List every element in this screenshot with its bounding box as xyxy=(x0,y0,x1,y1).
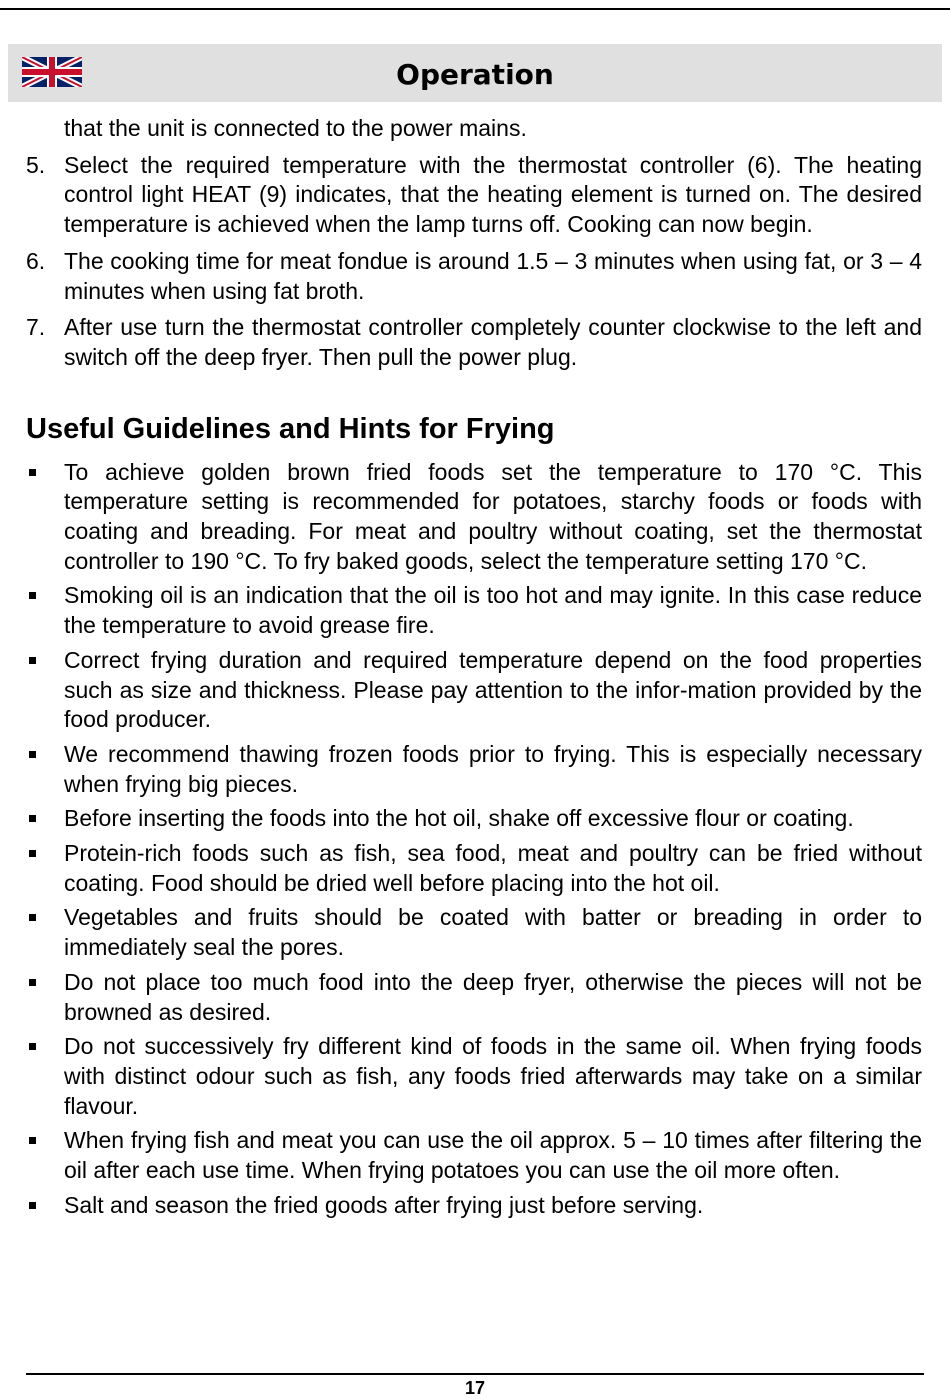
bullet-text: Protein-rich foods such as fish, sea food, meat and poultry can be fried without coating. Food should be dried well before placing into the hot oil. xyxy=(64,840,922,896)
bullet-marker xyxy=(29,914,36,921)
bullet-item xyxy=(26,1191,922,1221)
bullet-item xyxy=(26,740,922,799)
bullet-text: Salt and season the fried goods after frying just before serving. xyxy=(64,1191,704,1218)
bullet-marker xyxy=(29,592,36,599)
bullet-marker xyxy=(29,979,36,986)
bullet-text: Vegetables and fruits should be coated with batter or breading in order to immediately seal the pores. xyxy=(64,904,922,961)
bullet-text: We recommend thawing frozen foods prior to frying. This is especially necessary when frying big pieces. xyxy=(64,740,922,797)
step-number: 6. xyxy=(26,247,46,274)
step-text: The cooking time for meat fondue is around 1.5 – 3 minutes when using fat, or 3 – 4 minutes when using fat broth. xyxy=(64,247,922,304)
bullet-marker xyxy=(29,469,36,476)
step-number: 5. xyxy=(26,151,46,178)
page-content xyxy=(26,114,922,1226)
bullet-item xyxy=(26,458,922,577)
bullet-text: Do not place too much food into the deep fryer, otherwise the pieces will not be browned as desired. xyxy=(64,968,922,1025)
bullet-marker xyxy=(29,657,36,664)
page-title: Operation xyxy=(396,58,554,91)
bullet-text: Do not successively fry different kind of foods in the same oil. When frying foods with distinct odour such as fish, any foods fried afterwards may take on a similar flavour. xyxy=(64,1033,922,1119)
bullet-text: To achieve golden brown fried foods set the temperature to 170 °C. This temperature setting is recommended for potatoes, starchy foods or foods with coating and breading. For meat and poultry without coating, set the thermostat controller to 190 °C. To fry baked goods, select the temperature setting 170 °C. xyxy=(64,458,922,574)
step-item xyxy=(26,313,922,372)
top-rule xyxy=(0,8,950,10)
step-item xyxy=(26,247,922,306)
bullet-item xyxy=(26,646,922,735)
step-number: 7. xyxy=(26,314,46,341)
bullet-marker xyxy=(29,850,36,857)
bullet-marker xyxy=(29,815,36,822)
bullet-text: Correct frying duration and required temperature depend on the food properties such as size and thickness. Please pay attention to the infor-mation provided by the food producer. xyxy=(64,646,922,733)
step-text: After use turn the thermostat controller completely counter clockwise to the left and switch off the deep fryer. Then pull the power plug. xyxy=(64,314,922,370)
step-text: Select the required temperature with the thermostat controller (6). The heating control light HEAT (9) indicates, that the heating element is turned on. The desired temperature is achieved when the lamp turns off. Cooking can now begin. xyxy=(64,151,922,238)
bullet-item xyxy=(26,839,922,898)
step-item xyxy=(26,151,922,240)
bullet-marker xyxy=(29,751,36,758)
bullet-marker xyxy=(29,1043,36,1050)
bullet-item xyxy=(26,804,922,834)
page-number: 17 xyxy=(464,1378,486,1398)
bullet-text: Smoking oil is an indication that the oil is too hot and may ignite. In this case reduce the temperature to avoid grease fire. xyxy=(64,582,922,639)
bullet-item xyxy=(26,903,922,962)
bullet-marker xyxy=(29,1202,36,1209)
step-continuation xyxy=(26,114,922,144)
page-header xyxy=(8,44,942,102)
bullet-text: When frying fish and meat you can use the oil approx. 5 – 10 times after filtering the oil after each use time. When frying potatoes you can use the oil more often. xyxy=(64,1127,922,1184)
step-text: that the unit is connected to the power mains. xyxy=(64,115,527,141)
section-heading: Useful Guidelines and Hints for Frying xyxy=(26,412,555,445)
bullet-marker xyxy=(29,1137,36,1144)
bullet-item xyxy=(26,1032,922,1121)
bullet-item xyxy=(26,581,922,640)
footer-rule xyxy=(26,1373,924,1375)
bullet-text: Before inserting the foods into the hot oil, shake off excessive flour or coating. xyxy=(64,805,854,832)
bullet-item xyxy=(26,1126,922,1185)
bullet-item xyxy=(26,968,922,1027)
